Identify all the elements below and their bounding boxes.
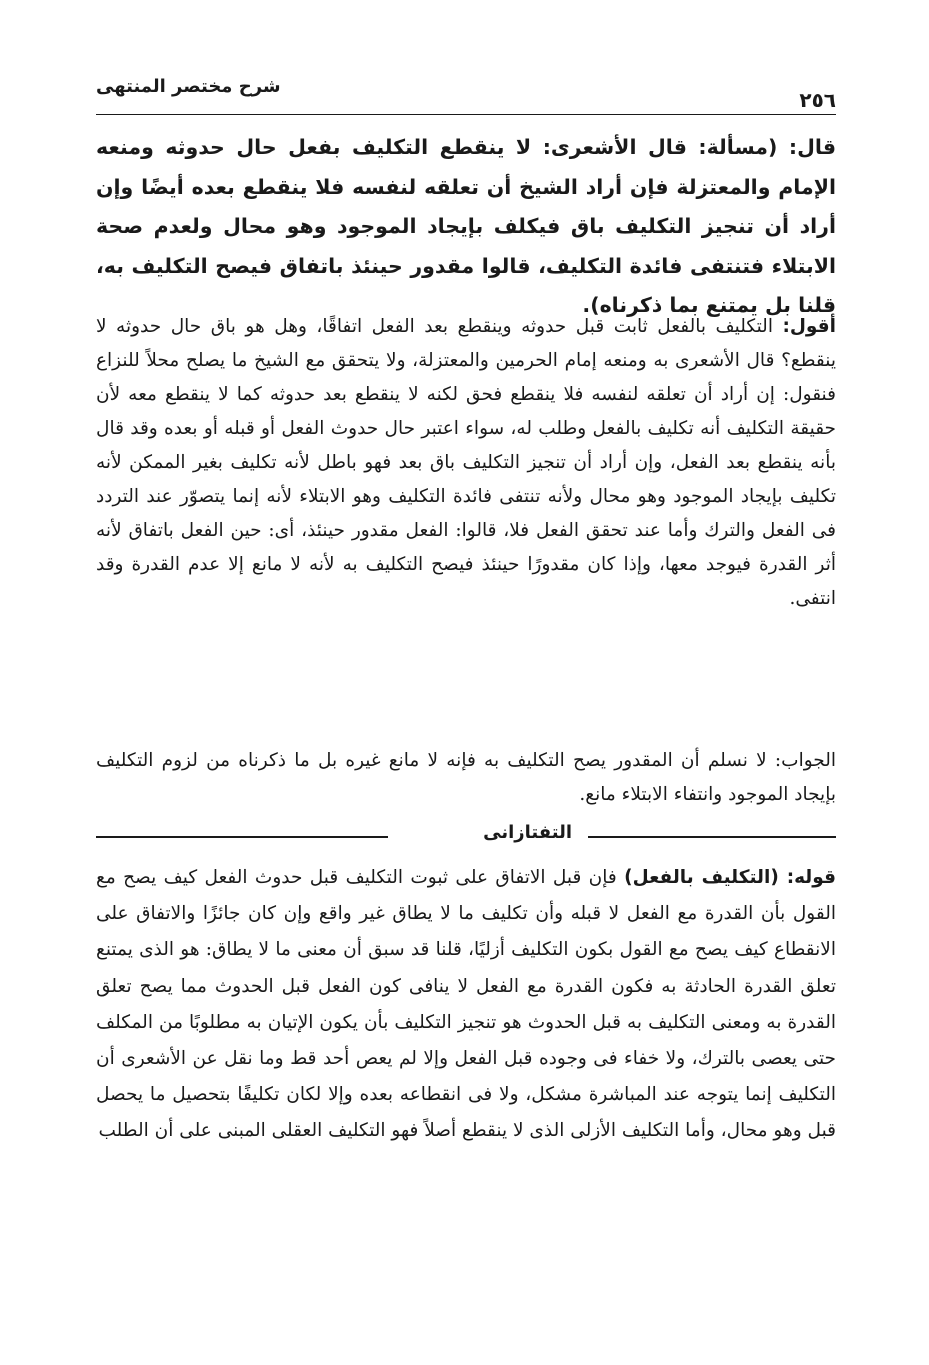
page-number: ٢٥٦ xyxy=(799,88,836,112)
matn-section xyxy=(96,128,836,326)
sharh-section xyxy=(96,310,836,616)
matn-paragraph: قال: (مسألة: قال الأشعرى: لا ينقطع التكليف بفعل حال حدوثه ومنعه الإمام والمعتزلة فإن أراد الشيخ أن تعلقه لنفسه فلا ينقطع بعده أيضًا وإن أراد أن تنجيز التكليف باق فيكلف بإيجاد الموجود وهو محال ولعدم صحة الابتلاء فتنتفى فائدة التكليف، قالوا مقدور حينئذ باتفاق فيصح التكليف به، قلنا بل يمتنع بما ذكرناه). xyxy=(96,135,836,317)
running-title: شرح مختصر المنتهى xyxy=(96,76,281,97)
header-rule xyxy=(96,114,836,115)
hashiya-text: فإن قبل الاتفاق على ثبوت التكليف قبل حدوث الفعل كيف يصح مع القول بأن القدرة مع الفعل لا قبله وأن تكليف ما لا يطاق غير واقع وإن كان جائزًا والاتفاق على الانقطاع كيف يصح مع القول بكون التكليف أزليًا، قلنا قد سبق أن معنى ما لا يطاق: هو الذى يمتنع تعلق القدرة الحادثة به فكون القدرة مع الفعل لا ينافى كون الفعل قبل الحدوث مما يصح تعلق القدرة به ومعنى التكليف به قبل الحدوث هو تنجيز التكليف بأن يكون الإتيان به مطلوبًا من المكلف حتى يعصى بالترك، ولا خفاء فى وجوده قبل الفعل وإلا لم يعص أحد قط وما نقل عن الأشعرى أن التكليف إنما يتوجه عند المباشرة مشكل، ولا فى انقطاعه بعده وإلا لكان تكليفًا بتحصيل ما يحصل قبل وهو محال، وأما التكليف الأزلى الذى لا ينقطع أصلاً فهو التكليف العقلى المبنى على أن الطلب xyxy=(96,867,836,1142)
commentary-divider xyxy=(96,822,836,852)
page-header xyxy=(96,72,836,118)
sharh-paragraph xyxy=(96,310,836,616)
divider-label: التفتازانى xyxy=(483,822,572,843)
divider-rule-right xyxy=(588,836,836,838)
hashiya-section xyxy=(96,860,836,1150)
answer-section xyxy=(96,744,836,812)
sharh-text: التكليف بالفعل ثابت قبل حدوثه وينقطع بعد الفعل اتفاقًا، وهل هو باق حال حدوثه لا ينقطع؟ قال الأشعرى به ومنعه إمام الحرمين والمعتزلة، ولا يتحقق مع الشيخ ما يصلح محلاً للنزاع فنقول: إن أراد أن تعلقه لنفسه فلا ينقطع فحق لكنه لا ينقطع بعد حدوثه كما لا ينقطع معه لأن حقيقة التكليف أنه تكليف بالفعل وطلب له، سواء اعتبر حال حدوث الفعل أو قبله أو بعده وقد قال بأنه ينقطع بعد الفعل، وإن أراد أن تنجيز التكليف باق بعد فهو باطل لأنه تكليف بغير الممكن لأنه تكليف بإيجاد الموجود وهو محال ولأنه تنتفى فائدة التكليف وهو الابتلاء لأنه إنما يتصوّر عند التردد فى الفعل والترك وأما عند تحقق الفعل فلا، قالوا: الفعل مقدور حينئذ، أى: حين الفعل باتفاق لأنه أثر القدرة فيوجد معها، وإذا كان مقدورًا حينئذ فيصح التكليف به لأنه لا مانع إلا عدم القدرة وقد انتفى. xyxy=(96,316,836,609)
answer-paragraph: الجواب: لا نسلم أن المقدور يصح التكليف به فإنه لا مانع غيره بل ما ذكرناه من لزوم التكليف بإيجاد الموجود وانتفاء الابتلاء مانع. xyxy=(96,750,836,805)
divider-rule-left xyxy=(96,836,388,838)
sharh-lead: أقول: xyxy=(782,316,836,337)
hashiya-paragraph xyxy=(96,860,836,1150)
hashiya-lead: قوله: (التكليف بالفعل) xyxy=(624,867,836,888)
